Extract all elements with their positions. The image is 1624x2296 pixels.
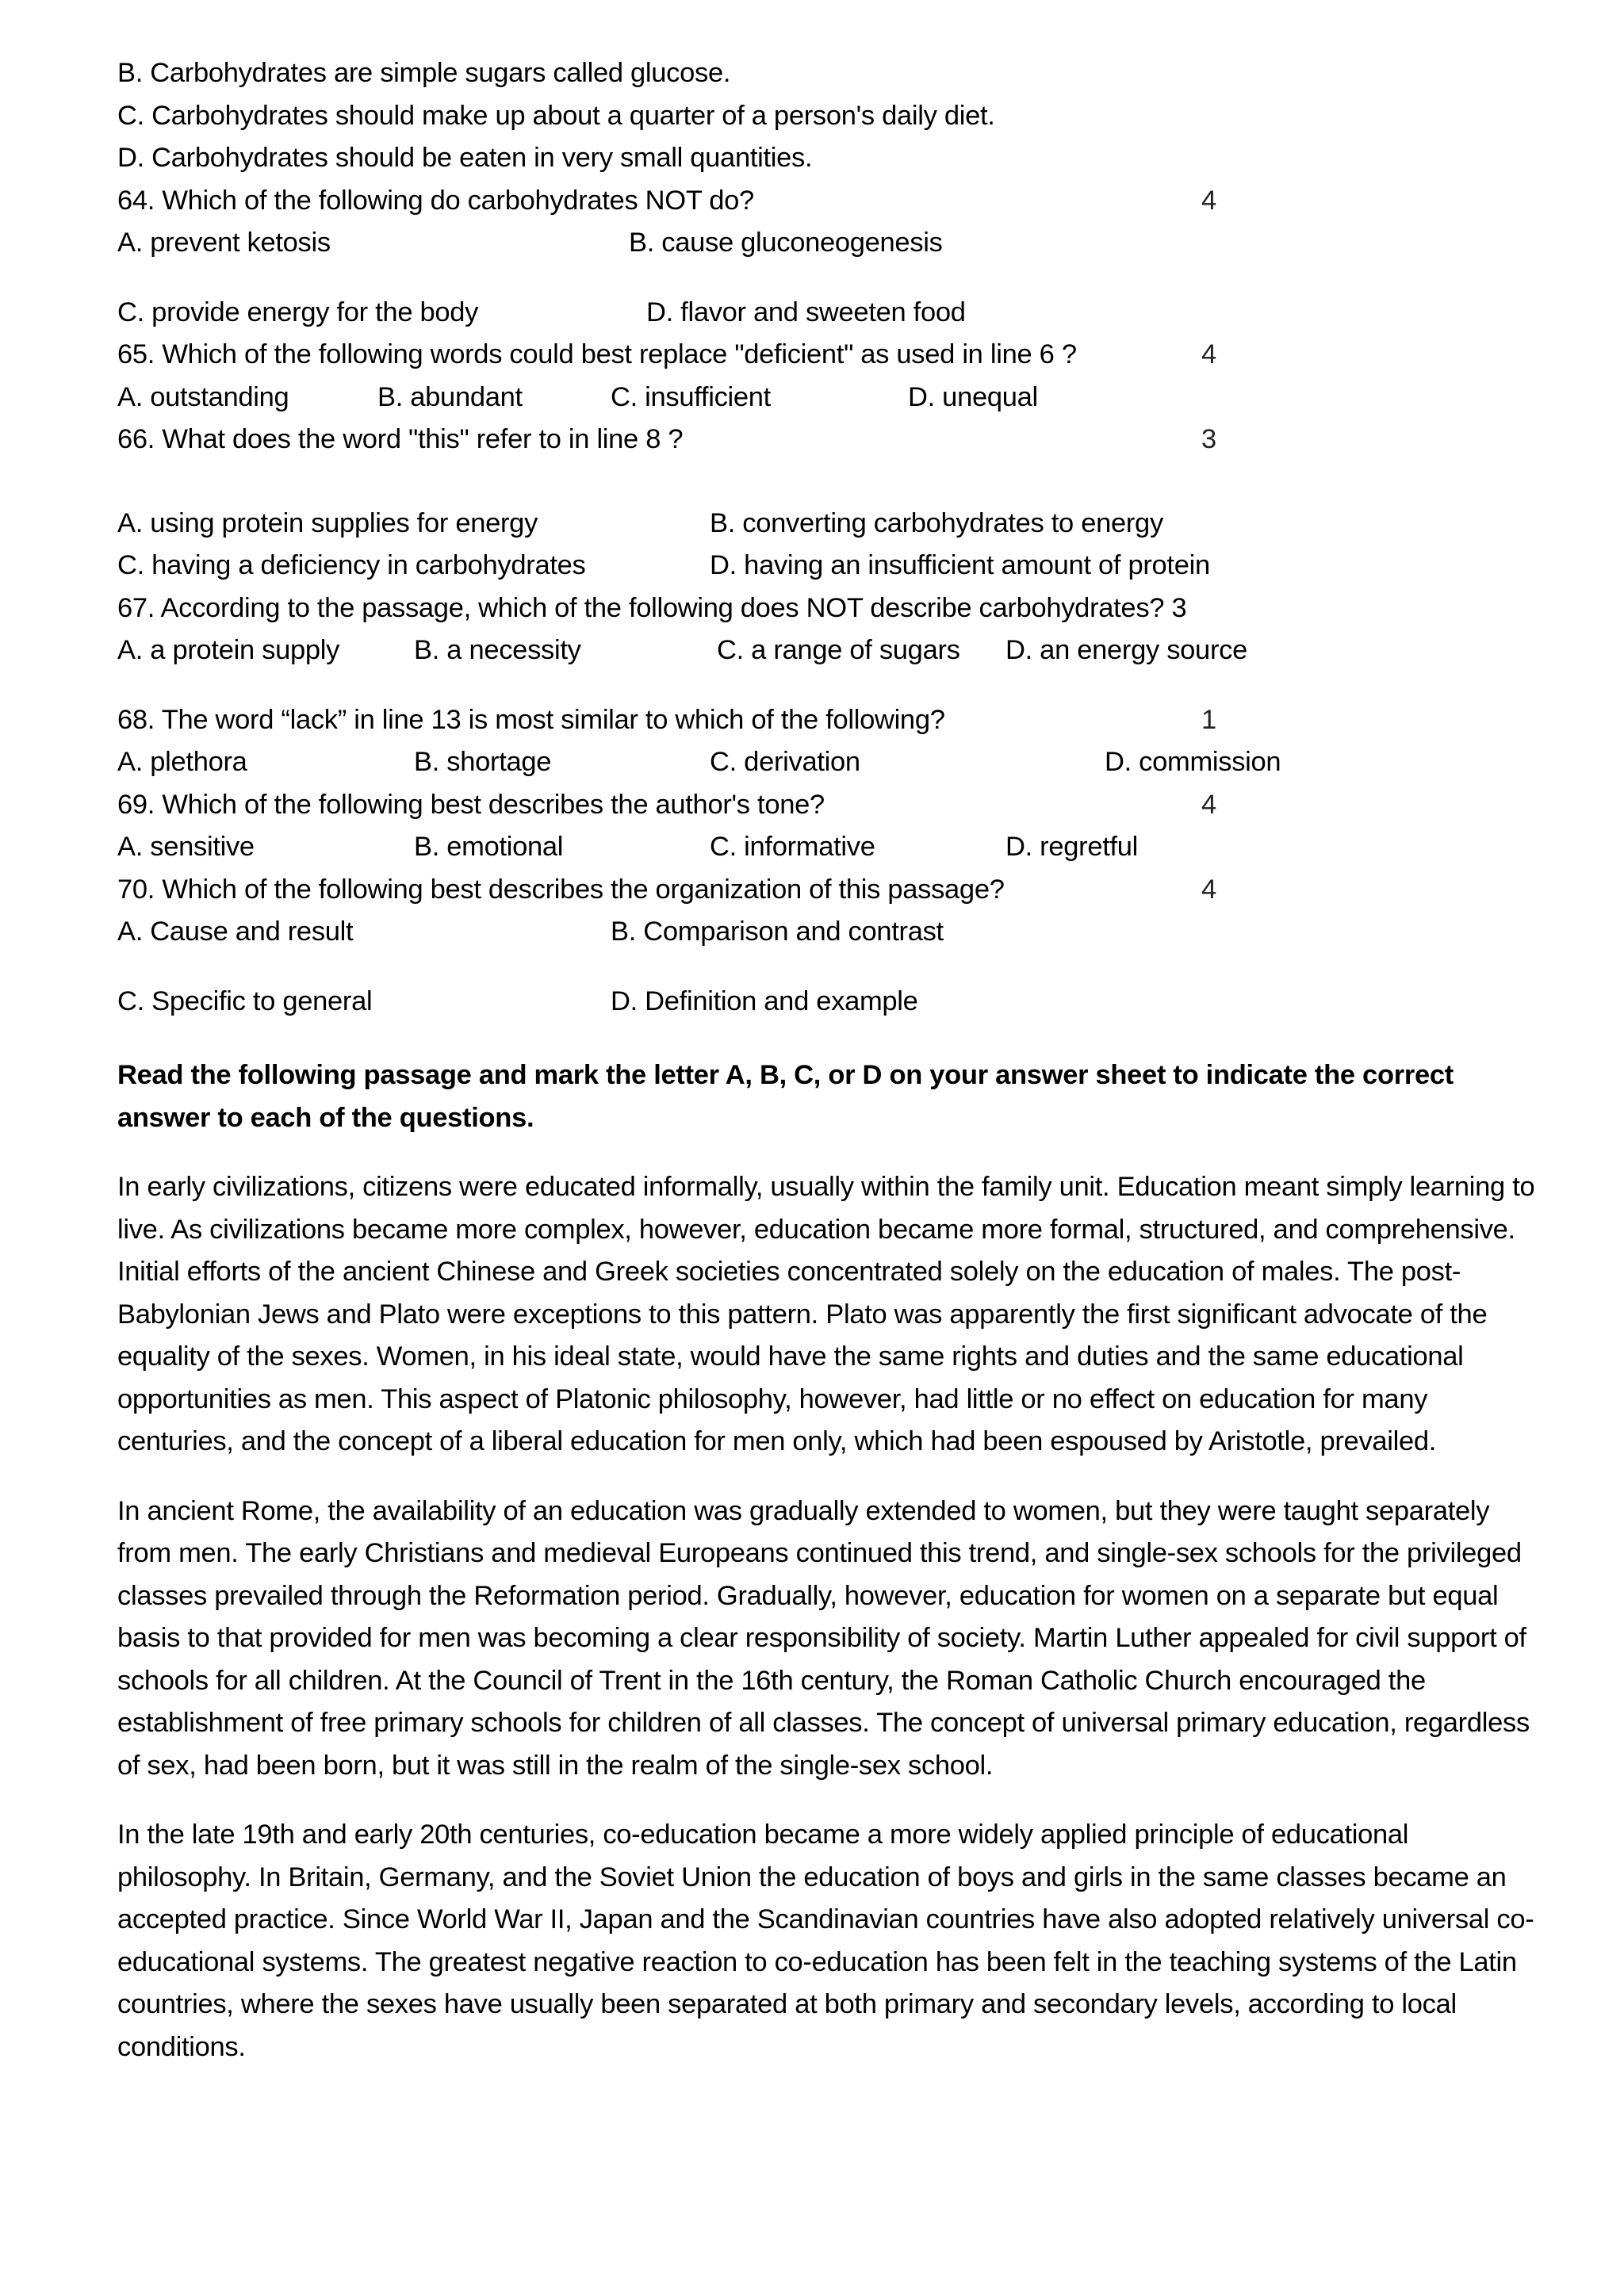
q69-score: 4	[1201, 789, 1216, 820]
q68-row	[117, 699, 1537, 742]
q64-row	[117, 180, 1537, 223]
q64-options-row2	[117, 292, 1537, 335]
q69-options-row	[117, 826, 1537, 869]
q67-stem: 67. According to the passage, which of the following does NOT describe carbohydrates? 3	[117, 592, 1187, 623]
spacer	[117, 461, 1537, 503]
q66-option-d: D. having an insufficient amount of protein	[710, 550, 1210, 580]
document-page	[117, 52, 1537, 2068]
q63-option-b: B. Carbohydrates are simple sugars called glucose.	[117, 58, 731, 88]
q65-row	[117, 334, 1537, 377]
q67-row	[117, 587, 1537, 630]
q67-options-row	[117, 629, 1537, 672]
q69-option-c: C. informative	[710, 832, 875, 862]
q66-options-row2	[117, 545, 1537, 587]
q70-options-row1	[117, 911, 1537, 954]
q70-option-d: D. Definition and example	[611, 985, 918, 1016]
passage-paragraph-1: In early civilizations, citizens were educated informally, usually within the family unit. Education meant simply learning to live. As civilizations became more complex, however, education became more formal, structured, and comprehensive. Initial efforts of the ancient Chinese and Greek societies concentrated solely on the education of males. The post-Babylonian Jews and Plato were exceptions to this pattern. Plato was apparently the first significant advocate of the equality of the sexes. Women, in his ideal state, would have the same rights and duties and the same educational opportunities as men. This aspect of Platonic philosophy, however, had little or no effect on education for many centuries, and the concept of a liberal education for men only, which had been espoused by Aristotle, prevailed.	[117, 1172, 1535, 1456]
q70-score: 4	[1201, 874, 1216, 905]
q66-option-b: B. converting carbohydrates to energy	[710, 507, 1163, 538]
spacer	[117, 672, 1537, 699]
q65-option-a: A. outstanding	[117, 381, 289, 412]
q64-option-c: C. provide energy for the body	[117, 297, 479, 327]
q69-option-a: A. sensitive	[117, 832, 255, 862]
q66-row	[117, 419, 1537, 461]
spacer	[117, 954, 1537, 981]
q64-option-a: A. prevent ketosis	[117, 228, 331, 258]
q70-options-row2	[117, 981, 1537, 1024]
q68-option-a: A. plethora	[117, 747, 247, 777]
q66-score: 3	[1201, 424, 1216, 454]
q64-option-d: D. flavor and sweeten food	[646, 297, 966, 327]
q64-options-row1	[117, 222, 1537, 265]
q70-option-c: C. Specific to general	[117, 985, 373, 1016]
q64-option-b: B. cause gluconeogenesis	[629, 228, 943, 258]
q68-score: 1	[1201, 704, 1216, 735]
q69-option-d: D. regretful	[1005, 832, 1139, 862]
q68-option-b: B. shortage	[414, 747, 552, 777]
q70-option-a: A. Cause and result	[117, 916, 354, 947]
q64-stem: 64. Which of the following do carbohydrates NOT do?	[117, 185, 754, 216]
q66-option-a: A. using protein supplies for energy	[117, 507, 538, 538]
q65-score: 4	[1201, 339, 1216, 369]
q69-row	[117, 784, 1537, 827]
passage-paragraph-3: In the late 19th and early 20th centuries, co-education became a more widely applied principle of educational philosophy. In Britain, Germany, and the Soviet Union the education of boys and girls in the same classes became an accepted practice. Since World War II, Japan and the Scandinavian countries have also adopted relatively universal co-educational systems. The greatest negative reaction to co-education has been felt in the teaching systems of the Latin countries, where the sexes have usually been separated at both primary and secondary levels, according to local conditions.	[117, 1820, 1534, 2062]
q67-option-d: D. an energy source	[1005, 635, 1247, 665]
q68-stem: 68. The word “lack” in line 13 is most similar to which of the following?	[117, 704, 945, 735]
q63-option-c: C. Carbohydrates should make up about a quarter of a person's daily diet.	[117, 100, 995, 131]
q65-stem: 65. Which of the following words could best replace "deficient" as used in line 6 ?	[117, 339, 1077, 369]
q70-stem: 70. Which of the following best describes the organization of this passage?	[117, 874, 1005, 905]
q68-options-row	[117, 741, 1537, 784]
section-instruction: Read the following passage and mark the letter A, B, C, or D on your answer sheet to indicate the correct answer to each of the questions.	[117, 1060, 1454, 1133]
q68-option-d: D. commission	[1105, 747, 1281, 777]
q63-option-d: D. Carbohydrates should be eaten in very small quantities.	[117, 143, 813, 173]
q65-option-b: B. abundant	[377, 381, 523, 412]
q68-option-c: C. derivation	[710, 747, 860, 777]
q67-option-b: B. a necessity	[414, 635, 581, 665]
q65-options-row	[117, 377, 1537, 419]
q67-option-c: C. a range of sugars	[717, 635, 960, 665]
passage-paragraph-2: In ancient Rome, the availability of an education was gradually extended to women, but they were taught separately from men. The early Christians and medieval Europeans continued this trend, and single-sex schools for the privileged classes prevailed through the Reformation period. Gradually, however, education for women on a separate but equal basis to that provided for men was becoming a clear responsibility of society. Martin Luther appealed for civil support of schools for all children. At the Council of Trent in the 16th century, the Roman Catholic Church encouraged the establishment of free primary schools for children of all classes. The concept of universal primary education, regardless of sex, had been born, but it was still in the realm of the single-sex school.	[117, 1495, 1530, 1781]
spacer	[117, 265, 1537, 292]
q66-options-row1	[117, 503, 1537, 545]
q64-score: 4	[1201, 185, 1216, 216]
q69-stem: 69. Which of the following best describes the author's tone?	[117, 789, 825, 820]
q69-option-b: B. emotional	[414, 832, 564, 862]
q67-option-a: A. a protein supply	[117, 635, 340, 665]
q66-option-c: C. having a deficiency in carbohydrates	[117, 550, 586, 580]
q65-option-c: C. insufficient	[611, 381, 771, 412]
q70-row	[117, 869, 1537, 912]
q65-option-d: D. unequal	[908, 381, 1038, 412]
q70-option-b: B. Comparison and contrast	[611, 916, 944, 947]
q66-stem: 66. What does the word "this" refer to in line 8 ?	[117, 424, 684, 454]
